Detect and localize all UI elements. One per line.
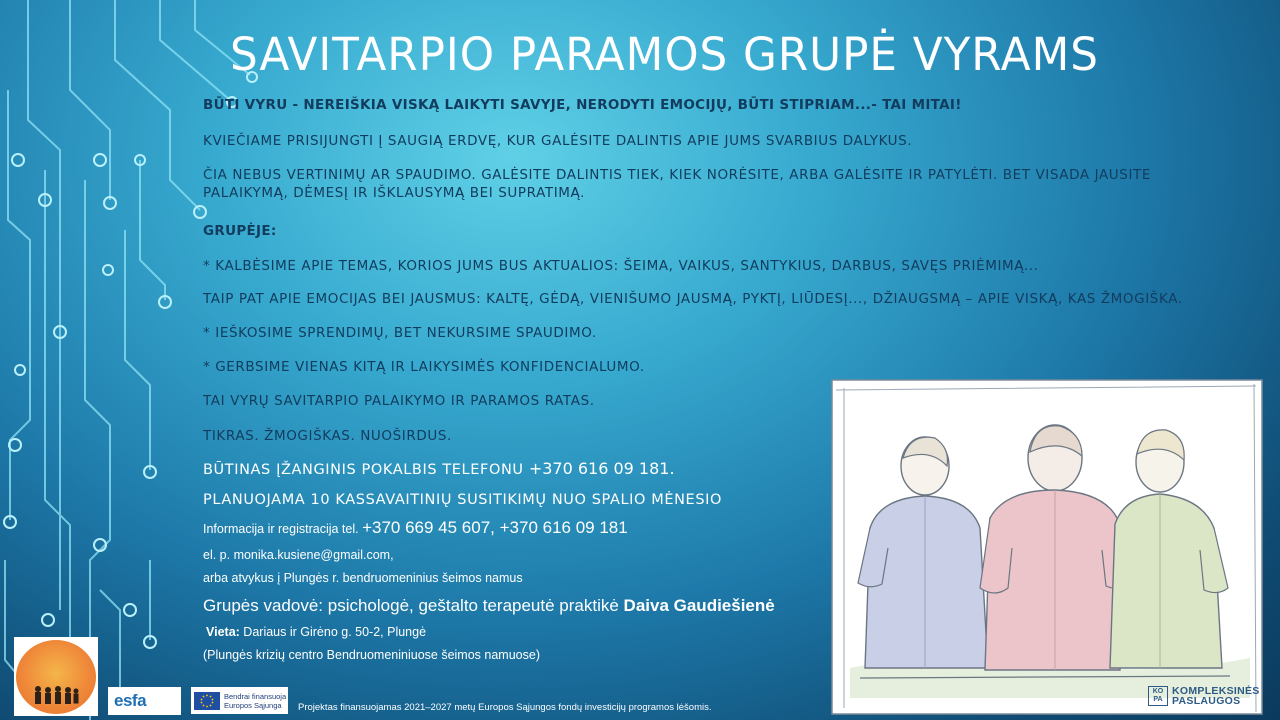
eu-cofunded-logo	[191, 687, 288, 714]
registration-label: Informacija ir registracija tel.	[203, 522, 363, 536]
kopa-logo	[1148, 686, 1260, 706]
invitation-line: KVIEČIAME PRISIJUNGTI Į SAUGIĄ ERDVĘ, KUR GALĖSITE DALINTIS APIE JUMS SVARBIUS DALYKUS.	[203, 133, 913, 149]
kopa-line-1: KOMPLEKSINĖS	[1172, 685, 1260, 697]
kopa-line-2: PASLAUGOS	[1172, 695, 1241, 707]
meetings-line: PLANUOJAMA 10 KASSAVAITINIŲ SUSITIKIMŲ NUO SPALIO MĖNESIO	[203, 492, 723, 508]
headline-statement: BŪTI VYRU - NEREIŠKIA VISKĄ LAIKYTI SAVYJE, NERODYTI EMOCIJŲ, BŪTI STIPRIAM...- TAI MITAI!	[203, 97, 962, 113]
kopa-wordmark	[1172, 686, 1260, 706]
slide-title: SAVITARPIO PARAMOS GRUPĖ VYRAMS	[230, 28, 1099, 81]
venue-note: (Plungės krizių centro Bendruomeniniuose šeimos namuose)	[203, 648, 540, 662]
solutions-line: * IEŠKOSIME SPRENDIMŲ, BET NEKURSIME SPAUDIMO.	[203, 325, 597, 341]
kopa-mark: KO PA	[1148, 686, 1168, 706]
leader-label: Grupės vadovė: psichologė, geštalto terapeutė praktikė	[203, 596, 624, 615]
esfa-logo	[108, 687, 181, 715]
intro-call-line	[203, 459, 675, 478]
venue-label: Vieta:	[206, 625, 240, 639]
eu-text	[224, 692, 286, 710]
funding-footer: Projektas finansuojamas 2021–2027 metų Europos Sąjungos fondų investicijų programos lėšomis.	[298, 702, 712, 713]
intro-call-phone: +370 616 09 181.	[528, 459, 675, 478]
people-icon	[32, 685, 80, 705]
eu-line-1: Bendrai finansuoja	[224, 691, 287, 701]
sincere-line: TIKRAS. ŽMOGIŠKAS. NUOŠIRDUS.	[203, 428, 452, 444]
registration-line	[203, 518, 628, 538]
circle-line: TAI VYRŲ SAVITARPIO PALAIKYMO IR PARAMOS RATAS.	[203, 393, 595, 409]
venue-address: Dariaus ir Girėno g. 50-2, Plungė	[239, 625, 427, 639]
group-heading: GRUPĖJE:	[203, 223, 277, 239]
esfa-wordmark: esfa	[114, 691, 147, 710]
intro-call-text: BŪTINAS ĮŽANGINIS POKALBIS TELEFONU	[203, 462, 529, 478]
no-judgement-line: ČIA NEBUS VERTINIMŲ AR SPAUDIMO. GALĖSITE DALINTIS TIEK, KIEK NORĖSITE, ARBA GALĖSITE IR PATYLĖTI. BET VISADA JAUSITE PALAIKYMĄ, DĖMESĮ IR IŠKLAUSYMĄ BEI SUPRATIMĄ.	[203, 167, 1152, 201]
venue-line	[206, 625, 426, 639]
leader-name: Daiva Gaudiešienė	[623, 596, 775, 615]
emotions-line: TAIP PAT APIE EMOCIJAS BEI JAUSMUS: KALTĘ, GĖDĄ, VIENIŠUMO JAUSMĄ, PYKTĮ, LIŪDESĮ..., DŽIAUGSMĄ – APIE VISKĄ, KAS ŽMOGIŠKA.	[203, 291, 1183, 307]
crisis-center-logo	[14, 637, 98, 716]
illustration-three-men	[830, 378, 1266, 716]
registration-phones: +370 669 45 607, +370 616 09 181	[362, 518, 628, 537]
email-line: el. p. monika.kusiene@gmail.com,	[203, 548, 394, 562]
eu-line-2: Europos Sąjunga	[224, 700, 282, 710]
eu-flag-icon	[194, 692, 220, 710]
respect-line: * GERBSIME VIENAS KITĄ IR LAIKYSIMĖS KONFIDENCIALUMO.	[203, 359, 645, 375]
topics-line: * KALBĖSIME APIE TEMAS, KORIOS JUMS BUS AKTUALIOS: ŠEIMA, VAIKUS, SANTYKIUS, DARBUS, SAVĘS PRIĖMIMĄ...	[203, 258, 1039, 274]
leader-line	[203, 596, 775, 616]
visit-line: arba atvykus į Plungės r. bendruomeninius šeimos namus	[203, 571, 523, 585]
